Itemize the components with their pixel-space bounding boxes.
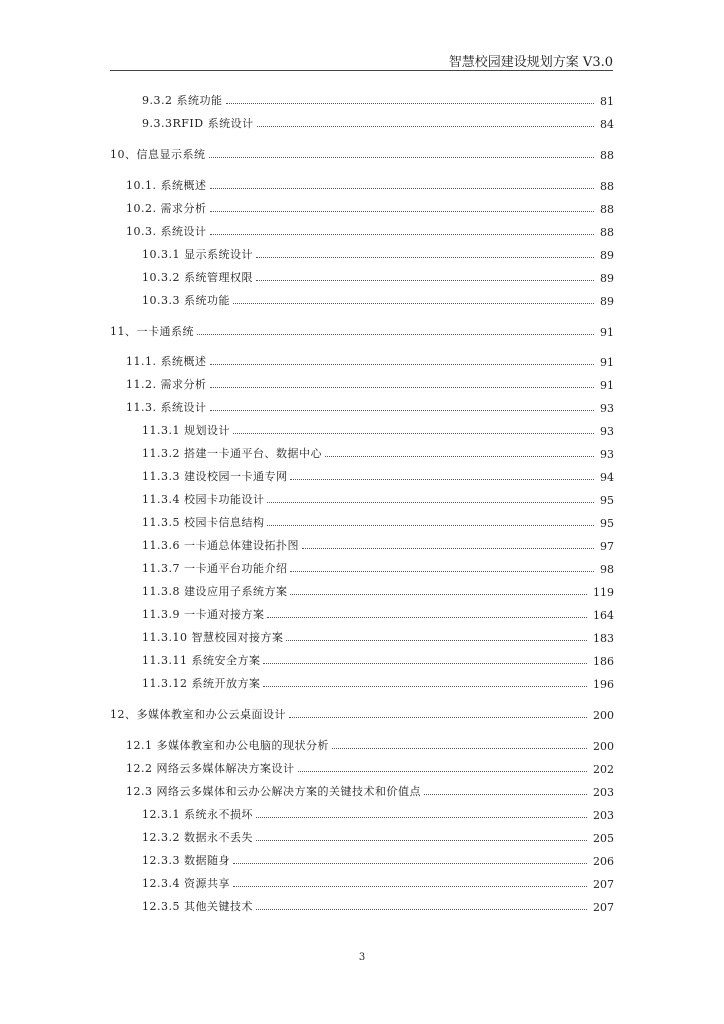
toc-leader-dots: [210, 211, 595, 212]
toc-leader-dots: [210, 364, 595, 365]
toc-entry[interactable]: [142, 443, 614, 461]
toc-entry[interactable]: [142, 113, 614, 131]
toc-entry[interactable]: [142, 581, 614, 599]
toc-entry-label: 12.2 网络云多媒体解决方案设计: [126, 762, 295, 775]
toc-entry[interactable]: [126, 221, 614, 239]
toc-entry-label: 12.3.2 数据永不丢失: [142, 831, 253, 844]
toc-leader-dots: [290, 479, 594, 480]
toc-entry[interactable]: [142, 896, 614, 914]
toc-entry-page: 207: [593, 878, 614, 891]
toc-entry-label: 12.3.4 资源共享: [142, 877, 230, 890]
toc-entry-page: 88: [600, 149, 614, 162]
toc-entry-label: 11.3.5 校园卡信息结构: [142, 516, 265, 529]
toc-entry-page: 93: [600, 425, 614, 438]
toc-entry[interactable]: [142, 850, 614, 868]
toc-entry-label: 11.3.10 智慧校园对接方案: [142, 631, 284, 644]
toc-entry-label: 11.3.6 一卡通总体建设拓扑图: [142, 539, 299, 552]
page-number: 3: [358, 952, 366, 963]
toc-entry-label: 10.2. 需求分析: [126, 202, 207, 215]
toc-entry-page: 91: [600, 356, 614, 369]
toc-entry-page: 196: [593, 678, 614, 691]
toc-leader-dots: [256, 257, 594, 258]
toc-entry-label: 11.3.4 校园卡功能设计: [142, 493, 265, 506]
toc-entry-label: 9.3.3RFID 系统设计: [142, 117, 254, 130]
toc-leader-dots: [332, 748, 587, 749]
toc-entry[interactable]: [142, 873, 614, 891]
toc-leader-dots: [233, 863, 587, 864]
toc-entry-page: 84: [600, 118, 614, 131]
toc-leader-dots: [233, 303, 594, 304]
toc-entry[interactable]: [142, 244, 614, 262]
toc-entry-label: 10.3.1 显示系统设计: [142, 248, 253, 261]
toc-leader-dots: [256, 840, 587, 841]
toc-entry-label: 10.3. 系统设计: [126, 225, 207, 238]
toc-entry[interactable]: [142, 627, 614, 645]
toc-entry-page: 200: [593, 709, 614, 722]
toc-entry[interactable]: [142, 420, 614, 438]
toc-entry-page: 200: [593, 740, 614, 753]
toc-leader-dots: [263, 686, 587, 687]
toc-entry-label: 10.3.2 系统管理权限: [142, 271, 253, 284]
toc-leader-dots: [257, 126, 594, 127]
toc-entry-page: 203: [593, 809, 614, 822]
toc-leader-dots: [424, 794, 587, 795]
toc-entry-page: 81: [600, 95, 614, 108]
toc-leader-dots: [256, 909, 587, 910]
toc-entry-label: 12.3.1 系统永不损坏: [142, 808, 253, 821]
toc-entry[interactable]: [142, 290, 614, 308]
toc-entry[interactable]: [142, 604, 614, 622]
toc-entry[interactable]: [142, 673, 614, 691]
toc-entry[interactable]: [142, 466, 614, 484]
toc-entry-page: 89: [600, 295, 614, 308]
toc-entry-page: 91: [600, 379, 614, 392]
header-title: 智慧校园建设规划方案 V3.0: [448, 55, 613, 70]
toc-leader-dots: [267, 617, 587, 618]
toc-entry-label: 11.3.12 系统开放方案: [142, 677, 261, 690]
toc-entry-label: 11.3.1 规划设计: [142, 424, 230, 437]
toc-entry[interactable]: [126, 781, 614, 799]
toc-leader-dots: [197, 334, 594, 335]
toc-entry[interactable]: [142, 535, 614, 553]
toc-entry[interactable]: [126, 198, 614, 216]
toc-leader-dots: [325, 456, 594, 457]
toc-leader-dots: [209, 157, 595, 158]
toc-entry-page: 205: [593, 832, 614, 845]
toc-entry[interactable]: [142, 804, 614, 822]
toc-entry-label: 12.1 多媒体教室和办公电脑的现状分析: [126, 739, 329, 752]
toc-entry-label: 11.3.8 建设应用子系统方案: [142, 585, 288, 598]
toc-entry[interactable]: [110, 321, 614, 339]
toc-entry-label: 11.3. 系统设计: [126, 401, 207, 414]
toc-entry-page: 97: [600, 540, 614, 553]
toc-entry-label: 12.3.5 其他关键技术: [142, 900, 253, 913]
toc-leader-dots: [267, 525, 594, 526]
toc-entry[interactable]: [142, 267, 614, 285]
toc-entry-label: 11.3.9 一卡通对接方案: [142, 608, 265, 621]
toc-leader-dots: [263, 663, 587, 664]
toc-entry-page: 89: [600, 249, 614, 262]
toc-entry[interactable]: [126, 351, 614, 369]
toc-entry[interactable]: [110, 144, 614, 162]
toc-entry[interactable]: [126, 374, 614, 392]
toc-entry-page: 186: [593, 655, 614, 668]
toc-entry-page: 88: [600, 203, 614, 216]
toc-entry-page: 119: [593, 586, 614, 599]
toc-leader-dots: [256, 817, 587, 818]
toc-leader-dots: [233, 886, 587, 887]
toc-entry-page: 207: [593, 901, 614, 914]
toc-entry-page: 89: [600, 272, 614, 285]
toc-entry[interactable]: [142, 512, 614, 530]
toc-entry-page: 88: [600, 226, 614, 239]
toc-entry-label: 11.3.7 一卡通平台功能介绍: [142, 562, 288, 575]
toc-entry-page: 202: [593, 763, 614, 776]
toc-entry-page: 203: [593, 786, 614, 799]
toc-entry-label: 11.3.11 系统安全方案: [142, 654, 261, 667]
toc-entry-page: 94: [600, 471, 614, 484]
toc-leader-dots: [286, 640, 587, 641]
toc-leader-dots: [210, 387, 595, 388]
toc-leader-dots: [210, 234, 595, 235]
toc-leader-dots: [298, 771, 588, 772]
toc-entry-page: 95: [600, 494, 614, 507]
toc-entry-label: 12.3.3 数据随身: [142, 854, 230, 867]
toc-entry-label: 11.2. 需求分析: [126, 378, 207, 391]
toc-entry-label: 11.1. 系统概述: [126, 355, 207, 368]
toc-entry[interactable]: [142, 650, 614, 668]
toc-leader-dots: [289, 717, 587, 718]
toc-entry-label: 11.3.2 搭建一卡通平台、数据中心: [142, 447, 322, 460]
toc-entry-page: 98: [600, 563, 614, 576]
toc-entry[interactable]: [142, 489, 614, 507]
toc-entry-page: 183: [593, 632, 614, 645]
toc-entry[interactable]: [126, 397, 614, 415]
toc-entry-page: 88: [600, 180, 614, 193]
toc-entry[interactable]: [110, 704, 614, 722]
toc-entry-label: 10.1. 系统概述: [126, 179, 207, 192]
toc-entry-page: 95: [600, 517, 614, 530]
toc-leader-dots: [256, 280, 594, 281]
toc-entry[interactable]: [126, 735, 614, 753]
toc-leader-dots: [226, 103, 595, 104]
toc-entry-label: 11.3.3 建设校园一卡通专网: [142, 470, 288, 483]
toc-leader-dots: [267, 502, 594, 503]
toc-entry-page: 93: [600, 402, 614, 415]
toc-entry-label: 10.3.3 系统功能: [142, 294, 230, 307]
toc-entry[interactable]: [126, 175, 614, 193]
toc-entry[interactable]: [142, 90, 614, 108]
toc-entry-label: 12、多媒体教室和办公云桌面设计: [110, 708, 286, 721]
toc-entry-label: 12.3 网络云多媒体和云办公解决方案的关键技术和价值点: [126, 785, 421, 798]
toc-entry[interactable]: [142, 827, 614, 845]
toc-entry[interactable]: [142, 558, 614, 576]
toc-entry-label: 10、信息显示系统: [110, 148, 206, 161]
toc-leader-dots: [290, 594, 587, 595]
toc-entry-label: 9.3.2 系统功能: [142, 94, 223, 107]
toc-entry-page: 206: [593, 855, 614, 868]
toc-entry-page: 91: [600, 326, 614, 339]
toc-entry-page: 93: [600, 448, 614, 461]
toc-leader-dots: [302, 548, 594, 549]
toc-leader-dots: [233, 433, 594, 434]
toc-leader-dots: [210, 410, 595, 411]
toc-entry[interactable]: [126, 758, 614, 776]
toc-leader-dots: [210, 188, 595, 189]
toc-entry-page: 164: [593, 609, 614, 622]
toc-entry-label: 11、一卡通系统: [110, 325, 194, 338]
toc-leader-dots: [290, 571, 594, 572]
